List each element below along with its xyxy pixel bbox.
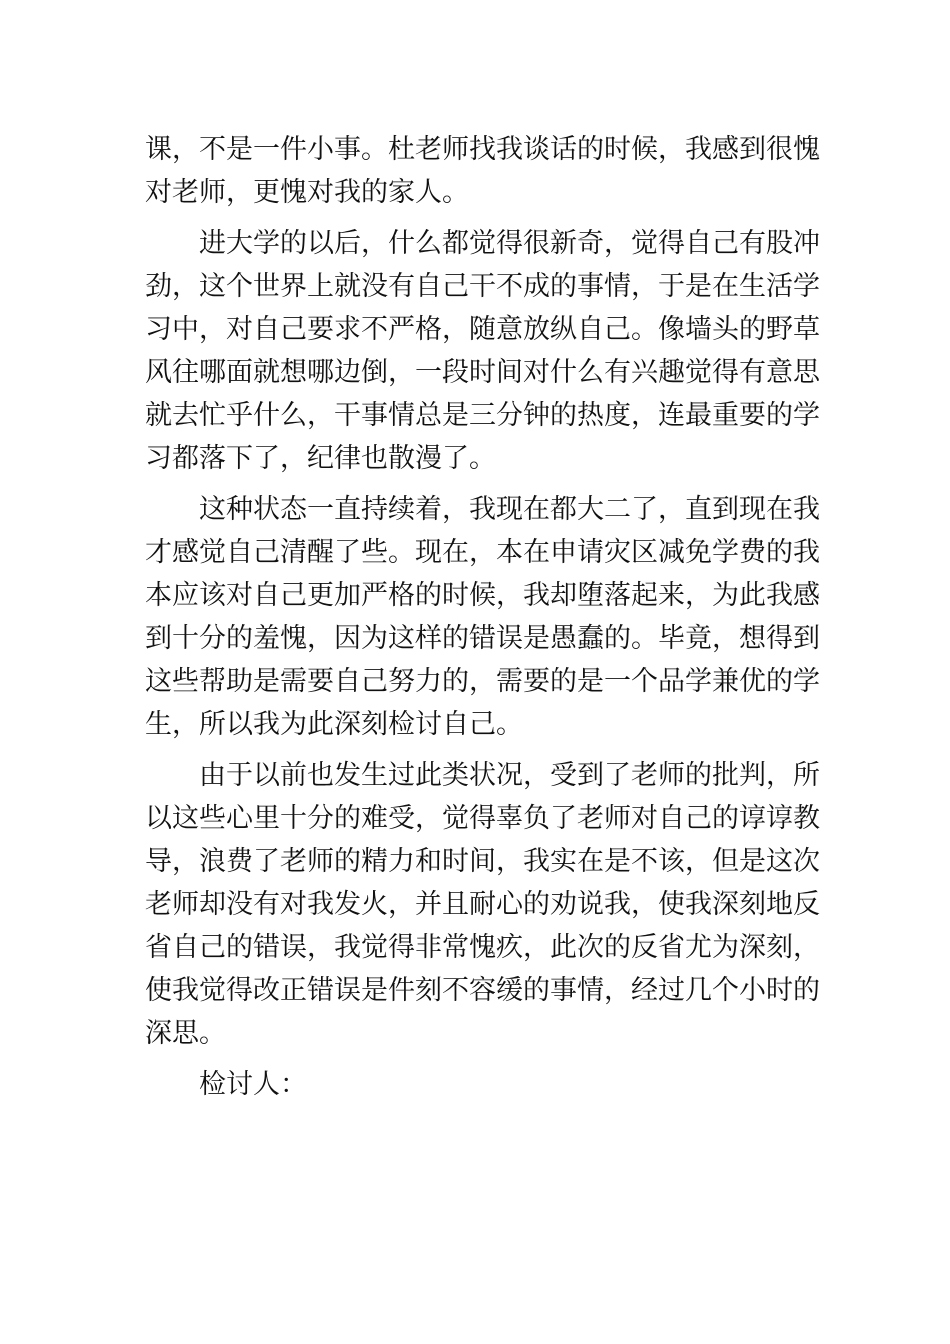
text-line: 到十分的羞愧，因为这样的错误是愚蠢的。毕竟，想得到 <box>145 623 820 654</box>
paragraph-1 <box>145 128 820 214</box>
text-line: 老师却没有对我发火，并且耐心的劝说我，使我深刻地反 <box>145 889 820 920</box>
text-line: 省自己的错误，我觉得非常愧疚，此次的反省尤为深刻， <box>145 932 820 963</box>
text-line: 生，所以我为此深刻检讨自己。 <box>145 709 523 740</box>
text-line: 导，浪费了老师的精力和时间，我实在是不该，但是这次 <box>145 846 820 877</box>
text-line: 使我觉得改正错误是件刻不容缓的事情，经过几个小时的 <box>145 975 820 1006</box>
text-line: 本应该对自己更加严格的时候，我却堕落起来，为此我感 <box>145 580 820 611</box>
text-line: 对老师，更愧对我的家人。 <box>145 177 469 208</box>
text-line: 风往哪面就想哪边倒，一段时间对什么有兴趣觉得有意思 <box>145 357 820 388</box>
text-line: 这些帮助是需要自己努力的，需要的是一个品学兼优的学 <box>145 666 820 697</box>
text-line: 以这些心里十分的难受，觉得辜负了老师对自己的谆谆教 <box>145 803 820 834</box>
signature-label: 检讨人： <box>199 1069 307 1100</box>
text-line: 就去忙乎什么，干事情总是三分钟的热度，连最重要的学 <box>145 400 820 431</box>
paragraph-4 <box>145 754 820 1055</box>
text-line: 由于以前也发生过此类状况，受到了老师的批判，所 <box>199 760 820 791</box>
text-line: 深思。 <box>145 1018 226 1049</box>
text-line: 劲，这个世界上就没有自己干不成的事情，于是在生活学 <box>145 271 820 302</box>
text-line: 这种状态一直持续着，我现在都大二了，直到现在我 <box>199 494 820 525</box>
paragraph-3 <box>145 488 820 746</box>
paragraph-2 <box>145 222 820 480</box>
text-line: 进大学的以后，什么都觉得很新奇，觉得自己有股冲 <box>199 228 820 259</box>
text-line: 才感觉自己清醒了些。现在，本在申请灾区减免学费的我 <box>145 537 820 568</box>
document-body <box>145 128 820 1106</box>
text-line: 习中，对自己要求不严格，随意放纵自己。像墙头的野草 <box>145 314 820 345</box>
text-line: 课，不是一件小事。杜老师找我谈话的时候，我感到很愧 <box>145 134 820 165</box>
text-line: 习都落下了，纪律也散漫了。 <box>145 443 496 474</box>
